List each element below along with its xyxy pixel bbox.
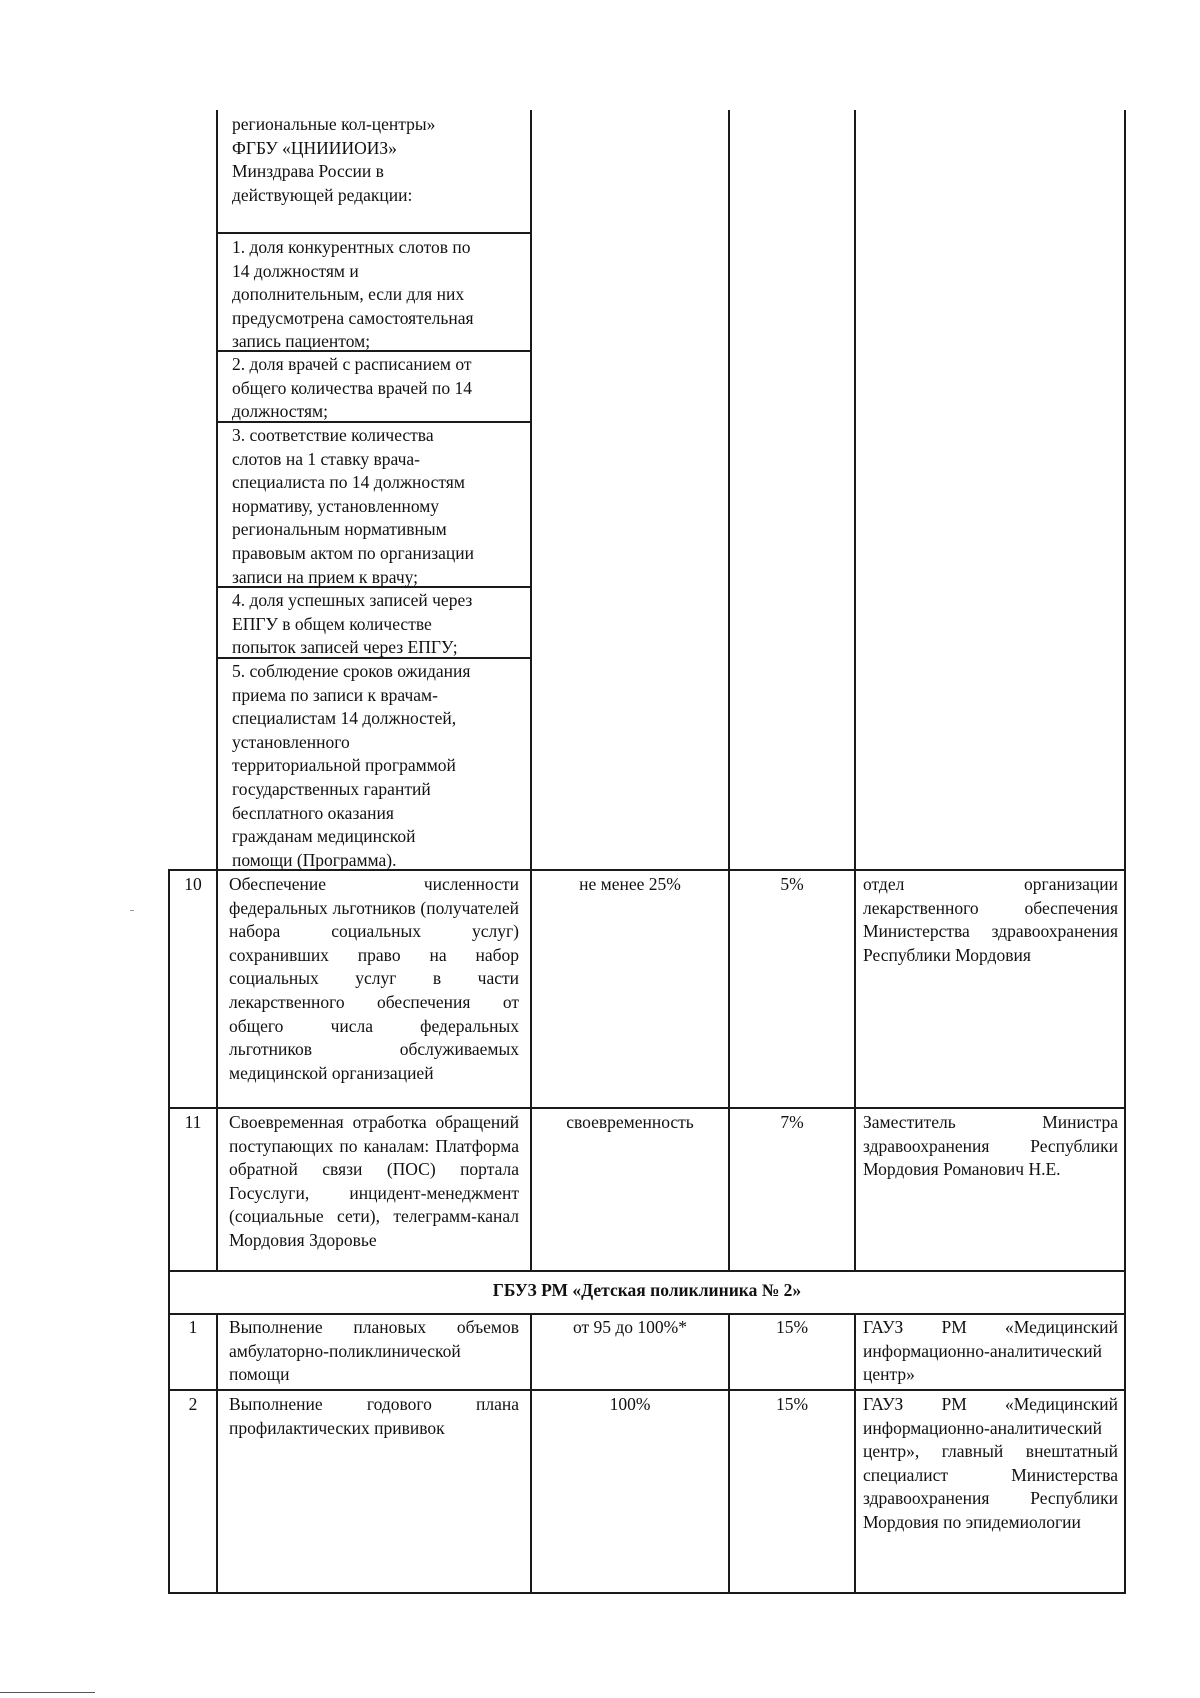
column-divider-indicator bbox=[530, 110, 532, 1271]
row-separator bbox=[168, 1389, 1126, 1391]
row-source: Заместитель Министра здравоохранения Республики Мордовия Романович Н.Е. bbox=[863, 1112, 1118, 1180]
column-divider-weight-lower bbox=[854, 1314, 856, 1593]
row-separator bbox=[168, 1313, 1126, 1315]
column-divider-target bbox=[728, 110, 730, 1271]
table-bottom-border bbox=[168, 1592, 1126, 1594]
column-divider-indicator-lower bbox=[530, 1314, 532, 1593]
column-divider-target-lower bbox=[728, 1314, 730, 1593]
row-source: ГАУЗ РМ «Медицинский информационно-аналитический центр», главный внештатный специалист Министерства здравоохранения Республики Мордовия по эпидемиологии bbox=[863, 1394, 1118, 1532]
criterion-item: 2. доля врачей с расписанием от общего количества врачей по 14 должностям; bbox=[232, 354, 472, 422]
criterion-item: 5. соблюдение сроков ожидания приема по записи к врачам- специалистам 14 должностей, установленного территориальной программой государственных гарантий бесплатного оказания гражданам медицинской помощи (Программа). bbox=[232, 661, 471, 870]
row-weight: 15% bbox=[775, 1394, 809, 1414]
criterion-item: 1. доля конкурентных слотов по 14 должностям и дополнительным, если для них предусмотрена самостоятельная запись пациентом; bbox=[232, 237, 474, 352]
row-weight: 7% bbox=[780, 1112, 804, 1132]
criterion-item: 4. доля успешных записей через ЕПГУ в общем количестве попыток записей через ЕПГУ; bbox=[232, 590, 473, 658]
row-weight: 15% bbox=[775, 1317, 809, 1337]
section-title: ГБУЗ РМ «Детская поликлиника № 2» bbox=[492, 1280, 802, 1300]
row-indicator: Выполнение плановых объемов амбулаторно-поликлинической помощи bbox=[229, 1317, 519, 1385]
table-left-border bbox=[168, 870, 170, 1593]
row-number: 10 bbox=[184, 874, 202, 894]
row-target: от 95 до 100%* bbox=[572, 1317, 688, 1337]
row-source: ГАУЗ РМ «Медицинский информационно-аналитический центр» bbox=[863, 1317, 1118, 1385]
row-number: 2 bbox=[188, 1394, 198, 1414]
row-source: отдел организации лекарственного обеспечения Министерства здравоохранения Республики Мордовия bbox=[863, 874, 1118, 965]
row-separator bbox=[168, 1107, 1126, 1109]
scan-artifact bbox=[0, 1692, 95, 1693]
row-indicator: Своевременная отработка обращений поступающих по каналам: Платформа обратной связи (ПОС) портала Госуслуги, инцидент-менеджмент (социальные сети), телеграмм-канал Мордовия Здоровье bbox=[229, 1112, 519, 1250]
row-indicator: Обеспечение численности федеральных льготников (получателей набора социальных услуг) сохранивших право на набор социальных услуг в части лекарственного обеспечения от общего числа федеральных льготников обслуживаемых медицинской организацией bbox=[229, 874, 519, 1083]
continuation-intro: региональные кол-центры» ФГБУ «ЦНИИИОИЗ» Минздрава России в действующей редакции: bbox=[232, 114, 436, 205]
scan-artifact bbox=[130, 910, 134, 911]
item-separator bbox=[216, 232, 530, 234]
row-separator bbox=[168, 1270, 1126, 1272]
row-target: 100% bbox=[609, 1394, 651, 1414]
row-target: своевременность bbox=[566, 1112, 694, 1132]
column-divider-number bbox=[216, 110, 218, 1271]
column-divider-number-lower bbox=[216, 1314, 218, 1593]
table-right-border bbox=[1124, 110, 1126, 1593]
column-divider-weight bbox=[854, 110, 856, 1271]
row-number: 1 bbox=[188, 1317, 198, 1337]
row-weight: 5% bbox=[780, 874, 804, 894]
row-indicator: Выполнение годового плана профилактических прививок bbox=[229, 1394, 519, 1438]
criterion-item: 3. соответствие количества слотов на 1 ставку врача- специалиста по 14 должностям нормативу, установленному региональным нормативным правовым актом по организации записи на прием к врачу; bbox=[232, 425, 475, 587]
row-number: 11 bbox=[184, 1112, 202, 1132]
row-target: не менее 25% bbox=[579, 874, 681, 894]
